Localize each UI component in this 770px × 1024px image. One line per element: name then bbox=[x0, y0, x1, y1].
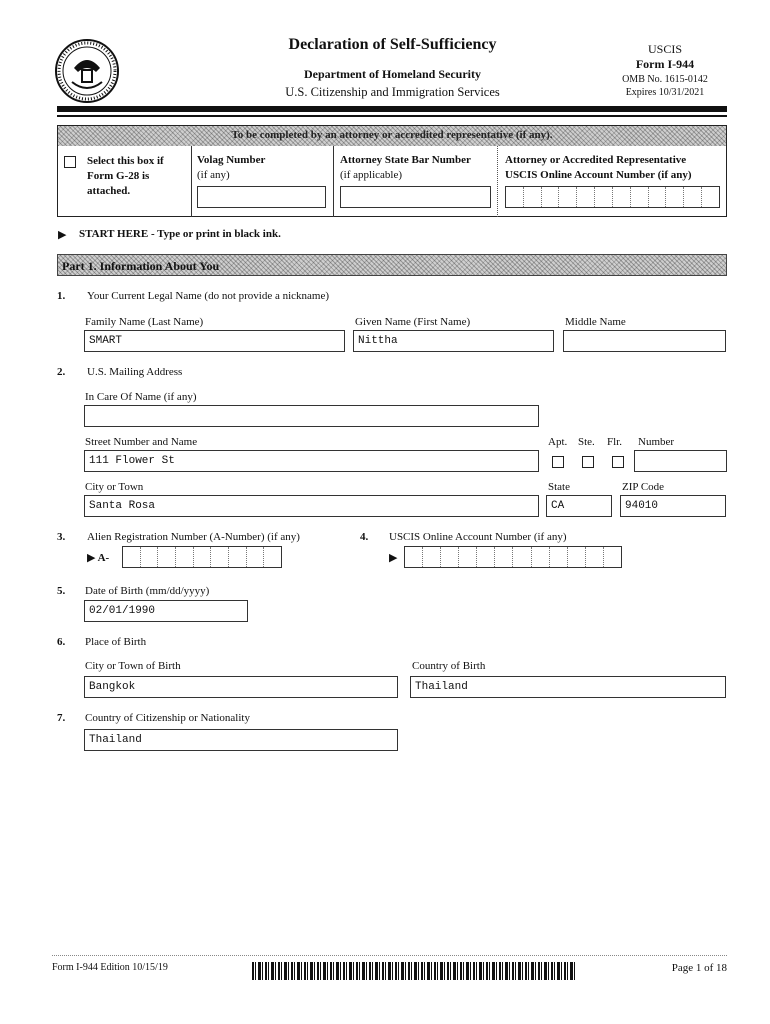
q5-label: Date of Birth (mm/dd/yyyy) bbox=[85, 585, 210, 597]
uscis-label: USCIS bbox=[647, 42, 682, 56]
expiration-date: Expires 10/31/2021 bbox=[625, 87, 705, 98]
birth-country-input[interactable]: Thailand bbox=[410, 676, 726, 698]
footer-rule bbox=[52, 955, 727, 956]
middle-name-input[interactable] bbox=[563, 330, 726, 352]
care-of-label: In Care Of Name (if any) bbox=[85, 391, 197, 403]
apt-checkbox[interactable] bbox=[552, 456, 564, 468]
bar-number-label: Attorney State Bar Number bbox=[340, 154, 471, 166]
ste-checkbox[interactable] bbox=[582, 456, 594, 468]
q5-number: 5. bbox=[57, 585, 66, 597]
volag-sub: (if any) bbox=[197, 169, 230, 181]
attorney-banner-text: To be completed by an attorney or accredited representative (if any). bbox=[231, 129, 553, 141]
attorney-banner bbox=[58, 126, 726, 146]
attorney-divider-2 bbox=[333, 146, 334, 217]
zip-label: ZIP Code bbox=[622, 481, 665, 493]
state-label: State bbox=[548, 481, 570, 493]
volag-label: Volag Number bbox=[197, 154, 266, 166]
family-name-input[interactable]: SMART bbox=[84, 330, 345, 352]
account-number-sub: USCIS Online Account Number (if any) bbox=[505, 169, 692, 181]
given-name-label: Given Name (First Name) bbox=[355, 316, 471, 328]
attorney-divider-3 bbox=[497, 146, 498, 217]
q6-label: Place of Birth bbox=[85, 636, 147, 648]
q4-number: 4. bbox=[360, 531, 369, 543]
form-edition: Form I-944 Edition 10/15/19 bbox=[52, 962, 168, 973]
header-rule-thin bbox=[57, 115, 727, 117]
q2-label: U.S. Mailing Address bbox=[87, 366, 183, 378]
ste-label: Ste. bbox=[578, 436, 595, 448]
flr-label: Flr. bbox=[607, 436, 622, 448]
a-number-prefix: ▶ A- bbox=[87, 552, 110, 564]
birth-city-input[interactable]: Bangkok bbox=[84, 676, 398, 698]
date-of-birth-input[interactable]: 02/01/1990 bbox=[84, 600, 248, 622]
birth-country-label: Country of Birth bbox=[412, 660, 486, 672]
q3-number: 3. bbox=[57, 531, 66, 543]
apt-label: Apt. bbox=[548, 436, 568, 448]
a-number-input[interactable] bbox=[122, 546, 282, 568]
q7-number: 7. bbox=[57, 712, 66, 724]
zip-input[interactable]: 94010 bbox=[620, 495, 726, 517]
form-title: Declaration of Self-Sufficiency bbox=[288, 36, 497, 53]
part1-title: Part 1. Information About You bbox=[62, 259, 220, 273]
department-name: Department of Homeland Security bbox=[304, 67, 481, 81]
city-label: City or Town bbox=[85, 481, 144, 493]
middle-name-label: Middle Name bbox=[565, 316, 626, 328]
omb-number: OMB No. 1615-0142 bbox=[622, 74, 708, 85]
page-number: Page 1 of 18 bbox=[671, 962, 727, 974]
uscis-account-input[interactable] bbox=[404, 546, 622, 568]
family-name-label: Family Name (Last Name) bbox=[85, 316, 204, 328]
bar-number-sub: (if applicable) bbox=[340, 169, 402, 181]
street-input[interactable]: 111 Flower St bbox=[84, 450, 539, 472]
given-name-input[interactable]: Nittha bbox=[353, 330, 554, 352]
state-select[interactable]: CA bbox=[546, 495, 612, 517]
start-here-arrow-icon: ▶ bbox=[58, 229, 67, 241]
unit-number-input[interactable] bbox=[634, 450, 727, 472]
birth-city-label: City or Town of Birth bbox=[85, 660, 181, 672]
attorney-account-number-input[interactable] bbox=[505, 186, 720, 208]
q4-label: USCIS Online Account Number (if any) bbox=[389, 531, 567, 543]
q3-label: Alien Registration Number (A-Number) (if any) bbox=[87, 531, 300, 543]
unit-number-label: Number bbox=[638, 436, 675, 448]
agency-name: U.S. Citizenship and Immigration Services bbox=[285, 85, 500, 99]
form-number: Form I-944 bbox=[635, 57, 695, 71]
q2-number: 2. bbox=[57, 366, 66, 378]
street-label: Street Number and Name bbox=[85, 436, 198, 448]
attorney-divider-1 bbox=[191, 146, 192, 217]
dhs-seal bbox=[54, 38, 120, 104]
citizenship-input[interactable]: Thailand bbox=[84, 729, 398, 751]
uscis-account-prefix: ▶ bbox=[389, 552, 398, 564]
part1-header bbox=[57, 254, 727, 276]
start-here-instruction: START HERE - Type or print in black ink. bbox=[79, 228, 281, 240]
bar-number-input[interactable] bbox=[340, 186, 491, 208]
q6-number: 6. bbox=[57, 636, 66, 648]
city-input[interactable]: Santa Rosa bbox=[84, 495, 539, 517]
g28-checkbox[interactable] bbox=[64, 156, 76, 168]
care-of-input[interactable] bbox=[84, 405, 539, 427]
q1-label: Your Current Legal Name (do not provide a nickname) bbox=[87, 290, 330, 302]
q7-label: Country of Citizenship or Nationality bbox=[85, 712, 250, 724]
volag-number-input[interactable] bbox=[197, 186, 326, 208]
barcode bbox=[252, 962, 577, 980]
q1-number: 1. bbox=[57, 290, 66, 302]
account-number-label: Attorney or Accredited Representative bbox=[505, 154, 687, 166]
header-rule-thick bbox=[57, 106, 727, 112]
g28-checkbox-label: Select this box if Form G-28 is attached. bbox=[87, 155, 164, 197]
flr-checkbox[interactable] bbox=[612, 456, 624, 468]
